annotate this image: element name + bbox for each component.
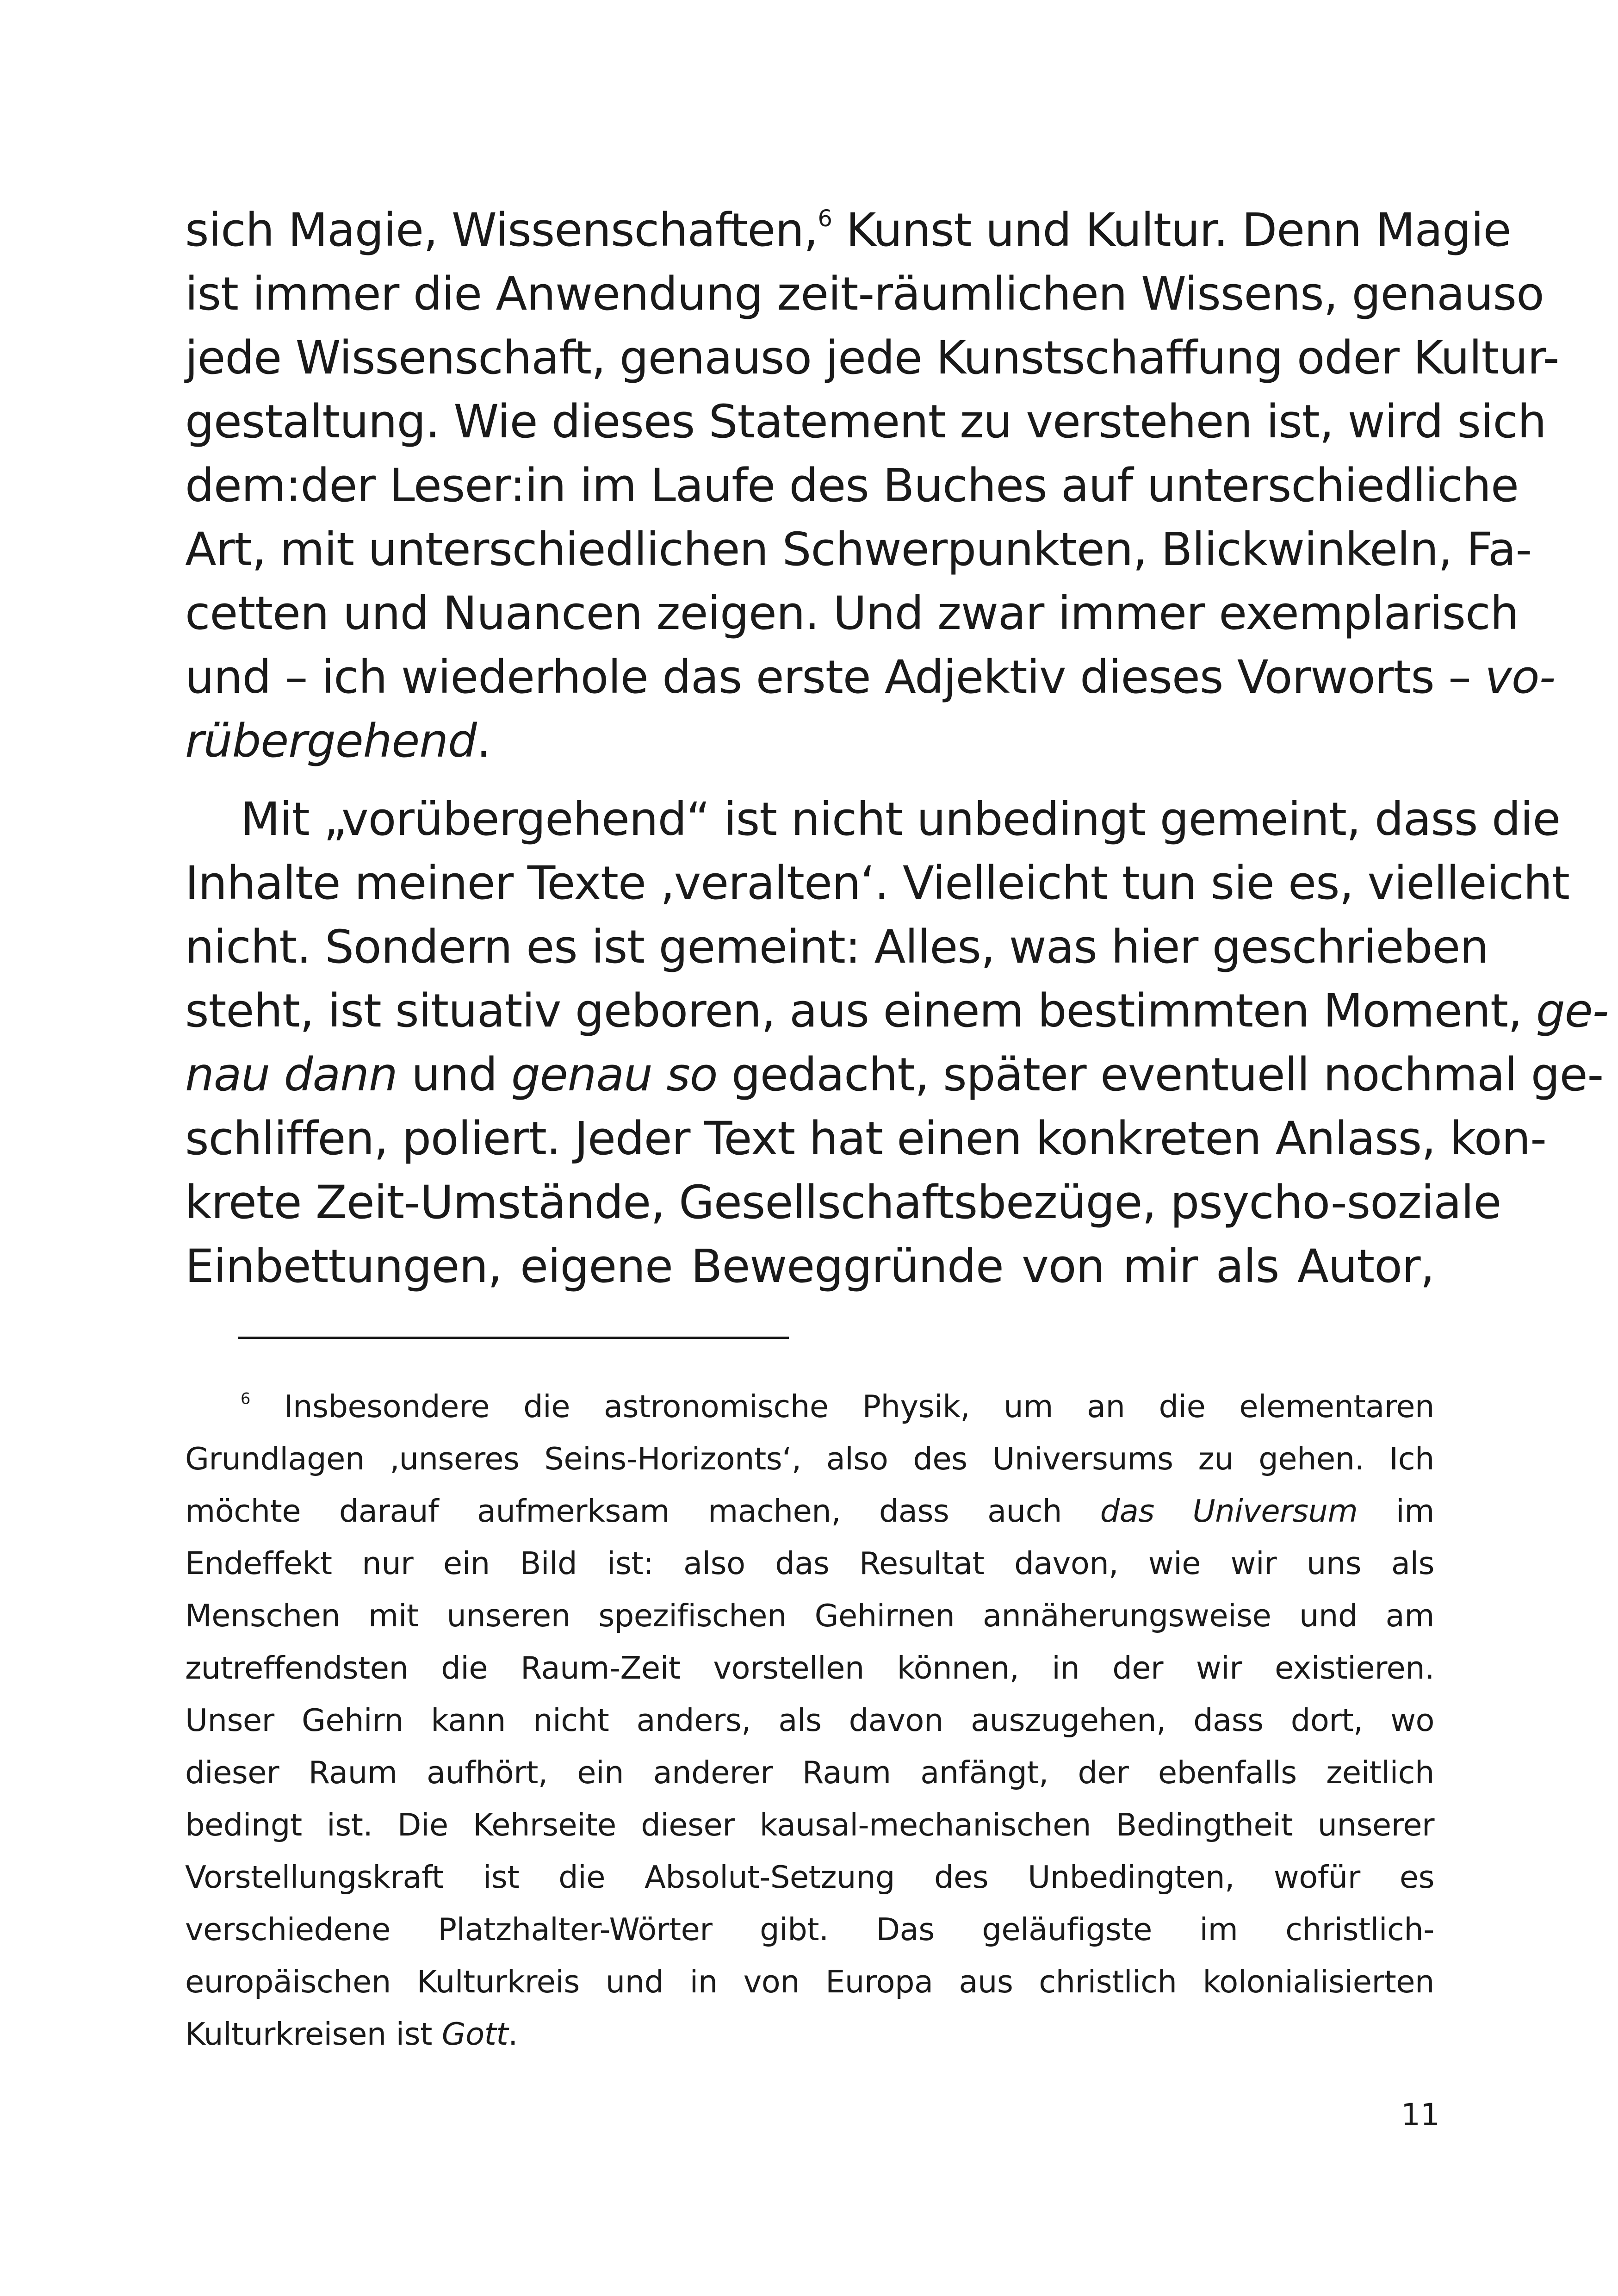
- body-line: cetten und Nuancen zeigen. Und zwar immer exemplarisch: [185, 587, 1519, 640]
- italic-text: das Universum: [1100, 1493, 1358, 1529]
- italic-text: nau dann: [185, 1048, 397, 1101]
- footnote-line: Grundlagen ‚unseres Seins-Horizonts‘, also des Universums zu gehen. Ich: [185, 1441, 1434, 1477]
- body-line: sich Magie, Wissenschaften,$^6$ Kunst und Kultur. Denn Magie: [185, 204, 1511, 257]
- body-line: gestaltung. Wie dieses Statement zu verstehen ist, wird sich: [185, 395, 1546, 448]
- italic-text: rübergehend: [185, 715, 477, 768]
- body-line: dem:der Leser:in im Laufe des Buches auf unterschiedliche: [185, 459, 1519, 512]
- footnote-line: Unser Gehirn kann nicht anders, als davon auszugehen, dass dort, wo: [185, 1702, 1434, 1738]
- footnote-line: europäischen Kulturkreis und in von Europa aus christlich kolonialisierten: [185, 1964, 1434, 2000]
- body-line: Inhalte meiner Texte ‚veralten‘. Vielleicht tun sie es, vielleicht: [185, 857, 1569, 910]
- footnote-reference[interactable]: 6: [818, 205, 832, 232]
- footnote-line: möchte darauf aufmerksam machen, dass auch das Universum im: [185, 1493, 1434, 1529]
- footnote-line: Kulturkreisen ist Gott.: [185, 2016, 518, 2052]
- footnote-line: dieser Raum aufhört, ein anderer Raum anfängt, der ebenfalls zeitlich: [185, 1755, 1434, 1791]
- italic-text: vo-: [1485, 651, 1556, 704]
- footnote-line: zutreffendsten die Raum-Zeit vorstellen können, in der wir existieren.: [185, 1650, 1434, 1686]
- footnote-line: bedingt ist. Die Kehrseite dieser kausal-mechanischen Bedingtheit unserer: [185, 1807, 1434, 1843]
- body-line: rübergehend.: [185, 715, 491, 768]
- footnote-line: $^6$ Insbesondere die astronomische Physik, um an die elementaren: [241, 1388, 1434, 1425]
- body-line: Einbettungen, eigene Beweggründe von mir als Autor,: [185, 1240, 1434, 1293]
- italic-text: genau so: [511, 1048, 718, 1101]
- italic-text: Gott: [441, 2016, 508, 2052]
- footnote-line: verschiedene Platzhalter-Wörter gibt. Das geläufigste im christlich-: [185, 1911, 1434, 1948]
- footnote-line: Menschen mit unseren spezifischen Gehirnen annäherungsweise und am: [185, 1598, 1434, 1634]
- body-line: nicht. Sondern es ist gemeint: Alles, was hier geschrieben: [185, 921, 1488, 974]
- italic-text: ge-: [1536, 984, 1609, 1038]
- body-line: Art, mit unterschiedlichen Schwerpunkten, Blickwinkeln, Fa-: [185, 523, 1532, 576]
- body-line: krete Zeit-Umstände, Gesellschaftsbezüge, psycho-soziale: [185, 1176, 1501, 1229]
- footnote-number: 6: [241, 1389, 250, 1408]
- body-line: und – ich wiederhole das erste Adjektiv dieses Vorworts – vo-: [185, 651, 1556, 704]
- footnote-line: Endeffekt nur ein Bild ist: also das Resultat davon, wie wir uns als: [185, 1545, 1434, 1581]
- body-line: steht, ist situativ geboren, aus einem bestimmten Moment, ge-: [185, 984, 1609, 1038]
- page-number: 11: [1401, 2097, 1440, 2133]
- footnote-line: Vorstellungskraft ist die Absolut-Setzung des Unbedingten, wofür es: [185, 1859, 1434, 1895]
- body-line: ist immer die Anwendung zeit-räumlichen Wissens, genauso: [185, 268, 1544, 321]
- body-line: nau dann und genau so gedacht, später eventuell nochmal ge-: [185, 1048, 1604, 1101]
- footnote-separator: [238, 1337, 789, 1339]
- body-line: jede Wissenschaft, genauso jede Kunstschaffung oder Kultur-: [185, 331, 1559, 385]
- body-line: schliffen, poliert. Jeder Text hat einen konkreten Anlass, kon-: [185, 1112, 1546, 1165]
- body-line: Mit „vorübergehend“ ist nicht unbedingt gemeint, dass die: [241, 793, 1561, 846]
